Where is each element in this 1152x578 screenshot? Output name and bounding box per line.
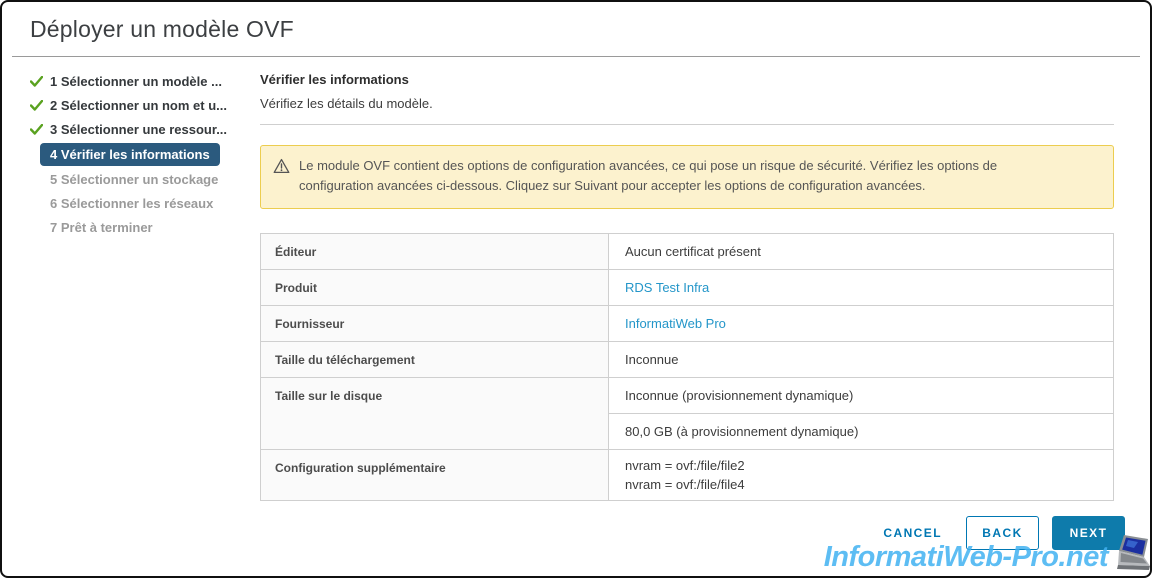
title-divider (12, 56, 1140, 57)
row-value: 80,0 GB (à provisionnement dynamique) (609, 414, 1114, 450)
table-row (261, 450, 1114, 501)
warning-triangle-icon (273, 156, 299, 196)
row-value: Aucun certificat présent (609, 234, 1114, 270)
row-value: Inconnue (provisionnement dynamique) (609, 378, 1114, 414)
row-label: Configuration supplémentaire (261, 450, 609, 501)
step-content-panel (260, 72, 1114, 501)
step-label: 5 Sélectionner un stockage (50, 171, 219, 187)
row-label: Taille sur le disque (261, 378, 609, 450)
back-button[interactable]: BACK (966, 516, 1039, 550)
step-label: 3 Sélectionner une ressour... (50, 121, 228, 137)
check-icon (30, 124, 50, 135)
watermark-text: InformatiWeb-Pro.net (823, 541, 1108, 573)
step-label: 7 Prêt à terminer (50, 219, 153, 235)
step-heading: Vérifier les informations (260, 72, 409, 87)
row-value (609, 450, 1114, 501)
step-item-5 (30, 167, 246, 191)
step-label: 2 Sélectionner un nom et u... (50, 97, 227, 113)
table-row (261, 342, 1114, 378)
table-row (261, 306, 1114, 342)
step-item-2[interactable] (30, 93, 246, 117)
step-item-3[interactable] (30, 117, 246, 141)
row-value: Inconnue (609, 342, 1114, 378)
next-button[interactable]: NEXT (1052, 516, 1125, 550)
row-label: Éditeur (261, 234, 609, 270)
step-item-7 (30, 215, 246, 239)
security-warning-banner (260, 145, 1114, 209)
ovf-details-table (260, 233, 1114, 501)
extra-config-line: nvram = ovf:/file/file2 (625, 458, 745, 473)
table-row (261, 378, 1114, 414)
vendor-link[interactable]: InformatiWeb Pro (625, 316, 726, 331)
content-divider (260, 124, 1114, 125)
warning-text: Le module OVF contient des options de configuration avancées, ce qui pose un risque de sécurité. Vérifiez les options de configuration avancées ci-dessous. Cliquez sur Suivant pour accepter les options de configuration avancées. (299, 158, 998, 193)
row-label: Taille du téléchargement (261, 342, 609, 378)
row-value (609, 306, 1114, 342)
step-label: 6 Sélectionner les réseaux (50, 195, 214, 211)
step-item-1[interactable] (30, 69, 246, 93)
extra-config-line: nvram = ovf:/file/file4 (625, 477, 745, 492)
row-value (609, 270, 1114, 306)
step-subheading: Vérifiez les détails du modèle. (260, 96, 433, 111)
check-icon (30, 76, 50, 87)
product-link[interactable]: RDS Test Infra (625, 280, 710, 295)
dialog-title: Déployer un modèle OVF (30, 16, 294, 42)
step-item-6 (30, 191, 246, 215)
table-row (261, 270, 1114, 306)
wizard-footer (877, 516, 1125, 550)
check-icon (30, 100, 50, 111)
row-label: Produit (261, 270, 609, 306)
table-row (261, 234, 1114, 270)
step-label-active: 4 Vérifier les informations (40, 143, 220, 166)
cancel-button[interactable]: CANCEL (877, 516, 948, 550)
step-label: 1 Sélectionner un modèle ... (50, 73, 222, 89)
wizard-steps-nav (30, 69, 246, 239)
step-item-4-active[interactable] (30, 141, 246, 167)
row-label: Fournisseur (261, 306, 609, 342)
